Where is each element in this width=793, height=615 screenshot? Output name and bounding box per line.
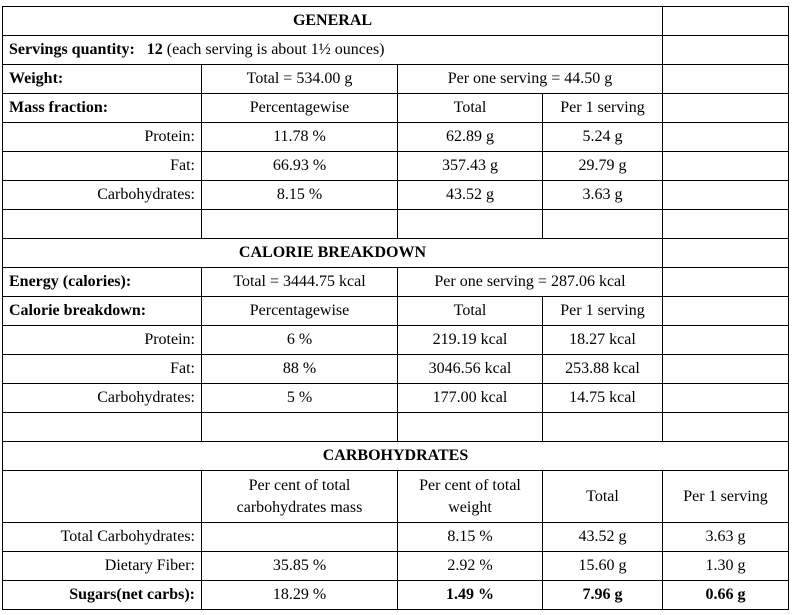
row-label: Sugars(net carbs): xyxy=(3,581,202,610)
weight-per-serving: Per one serving = 44.50 g xyxy=(398,65,663,94)
row-per-serving: 3.63 g xyxy=(663,523,789,552)
row-percent: 88 % xyxy=(202,355,398,384)
column-header-pct-carb-mass: Per cent of total carbohydrates mass xyxy=(202,471,398,523)
row-per-serving: 18.27 kcal xyxy=(543,326,663,355)
empty-cell xyxy=(663,65,789,94)
calorie-breakdown-title: CALORIE BREAKDOWN xyxy=(3,239,663,268)
energy-total: Total = 3444.75 kcal xyxy=(202,268,398,297)
servings-note: (each serving is about 1½ ounces) xyxy=(166,41,385,58)
empty-cell xyxy=(663,7,789,36)
servings-row xyxy=(3,36,663,65)
column-header-total: Total xyxy=(398,94,543,123)
row-total: 3046.56 kcal xyxy=(398,355,543,384)
calorie-breakdown-label: Calorie breakdown: xyxy=(3,297,202,326)
spacer-row xyxy=(3,210,789,239)
row-per-serving: 1.30 g xyxy=(663,552,789,581)
general-title: GENERAL xyxy=(3,7,663,36)
row-label: Carbohydrates: xyxy=(3,181,202,210)
column-header-per-serving: Per 1 serving xyxy=(663,471,789,523)
row-per-serving: 0.66 g xyxy=(663,581,789,610)
row-label: Fat: xyxy=(3,152,202,181)
row-pct-carb-mass: 18.29 % xyxy=(202,581,398,610)
table-row xyxy=(3,523,789,552)
column-header-total: Total xyxy=(398,297,543,326)
nutrition-table xyxy=(2,6,789,610)
row-label: Dietary Fiber: xyxy=(3,552,202,581)
empty-cell xyxy=(663,152,789,181)
empty-cell xyxy=(663,384,789,413)
energy-per-serving: Per one serving = 287.06 kcal xyxy=(398,268,663,297)
row-pct-total-weight: 2.92 % xyxy=(398,552,543,581)
mass-fraction-label: Mass fraction: xyxy=(3,94,202,123)
column-header-percent: Percentagewise xyxy=(202,297,398,326)
row-label: Total Carbohydrates: xyxy=(3,523,202,552)
empty-cell xyxy=(663,326,789,355)
servings-value: 12 xyxy=(146,41,163,58)
row-total: 15.60 g xyxy=(543,552,663,581)
empty-cell xyxy=(663,181,789,210)
column-header-percent: Percentagewise xyxy=(202,94,398,123)
row-total: 43.52 g xyxy=(398,181,543,210)
row-percent: 11.78 % xyxy=(202,123,398,152)
row-per-serving: 3.63 g xyxy=(543,181,663,210)
empty-cell xyxy=(663,123,789,152)
table-row xyxy=(3,552,789,581)
row-pct-total-weight: 1.49 % xyxy=(398,581,543,610)
row-label: Fat: xyxy=(3,355,202,384)
table-row xyxy=(3,326,789,355)
spacer-row xyxy=(3,413,789,442)
row-total: 43.52 g xyxy=(543,523,663,552)
row-pct-carb-mass: 35.85 % xyxy=(202,552,398,581)
table-row xyxy=(3,152,789,181)
column-header-total: Total xyxy=(543,471,663,523)
row-per-serving: 14.75 kcal xyxy=(543,384,663,413)
row-total: 357.43 g xyxy=(398,152,543,181)
energy-label: Energy (calories): xyxy=(3,268,202,297)
empty-cell xyxy=(663,36,789,65)
row-percent: 66.93 % xyxy=(202,152,398,181)
servings-label: Servings quantity: xyxy=(9,41,135,58)
row-total: 219.19 kcal xyxy=(398,326,543,355)
column-header-pct-total-weight: Per cent of total weight xyxy=(398,471,543,523)
empty-cell xyxy=(663,355,789,384)
row-percent: 6 % xyxy=(202,326,398,355)
row-total: 7.96 g xyxy=(543,581,663,610)
row-pct-carb-mass xyxy=(202,523,398,552)
row-percent: 5 % xyxy=(202,384,398,413)
row-label: Protein: xyxy=(3,123,202,152)
row-per-serving: 29.79 g xyxy=(543,152,663,181)
row-pct-total-weight: 8.15 % xyxy=(398,523,543,552)
weight-label: Weight: xyxy=(3,65,202,94)
row-per-serving: 253.88 kcal xyxy=(543,355,663,384)
column-header-per-serving: Per 1 serving xyxy=(543,94,663,123)
table-row xyxy=(3,123,789,152)
table-row xyxy=(3,384,789,413)
empty-cell xyxy=(663,268,789,297)
table-row xyxy=(3,355,789,384)
row-total: 62.89 g xyxy=(398,123,543,152)
empty-cell xyxy=(3,471,202,523)
carbohydrates-title: CARBOHYDRATES xyxy=(3,442,789,471)
weight-total: Total = 534.00 g xyxy=(202,65,398,94)
table-row xyxy=(3,181,789,210)
empty-cell xyxy=(663,94,789,123)
row-percent: 8.15 % xyxy=(202,181,398,210)
row-total: 177.00 kcal xyxy=(398,384,543,413)
empty-cell xyxy=(663,297,789,326)
row-label: Carbohydrates: xyxy=(3,384,202,413)
table-row xyxy=(3,581,789,610)
row-label: Protein: xyxy=(3,326,202,355)
column-header-per-serving: Per 1 serving xyxy=(543,297,663,326)
row-per-serving: 5.24 g xyxy=(543,123,663,152)
empty-cell xyxy=(663,239,789,268)
